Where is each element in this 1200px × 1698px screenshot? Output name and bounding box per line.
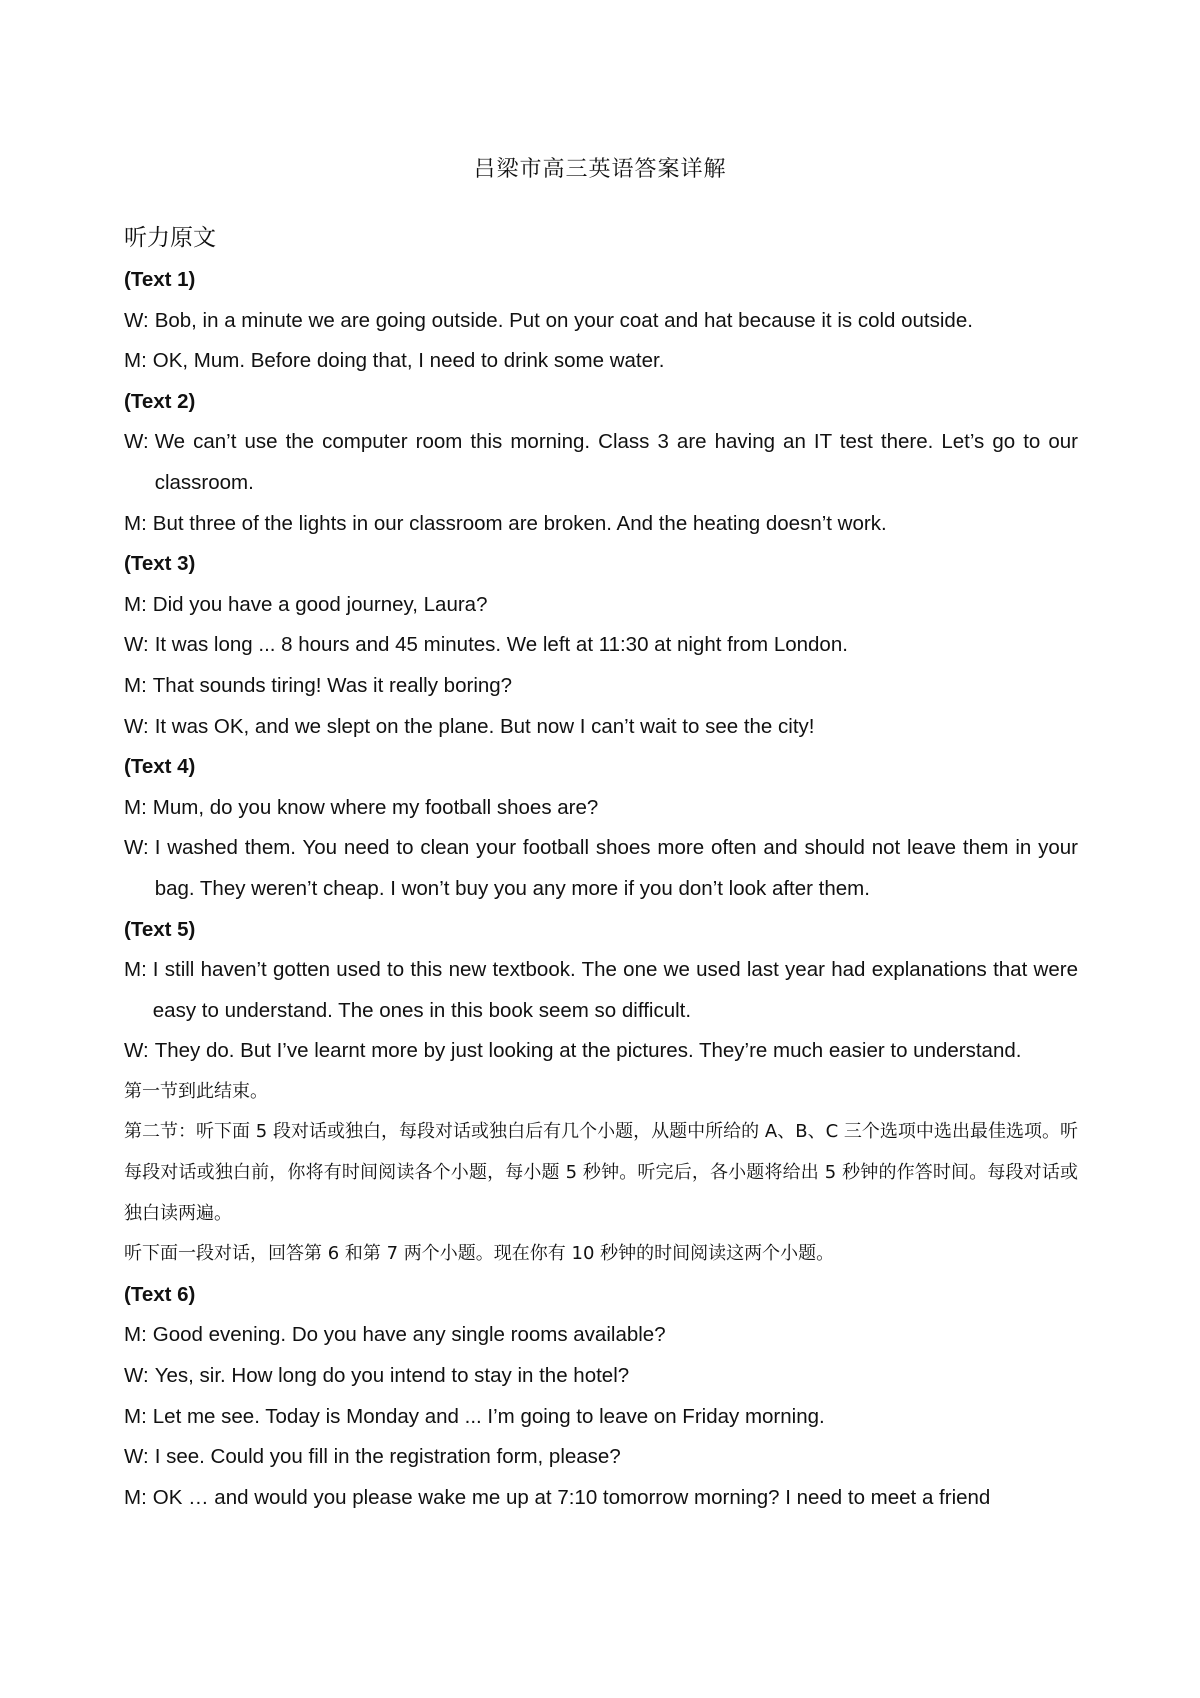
text-label: (Text 6)	[124, 1282, 196, 1306]
dialog-line	[124, 1031, 1078, 1072]
speaker-label: M:	[124, 592, 147, 616]
dialog-line	[124, 788, 1078, 829]
dialog-line	[124, 1356, 1078, 1397]
speaker-label: M:	[124, 1485, 147, 1509]
section-heading: 听力原文	[124, 225, 216, 251]
dialog-text: I see. Could you fill in the registration form, please?	[154, 1445, 621, 1469]
text-label: (Text 2)	[124, 389, 196, 413]
dialog-text: It was long ... 8 hours and 45 minutes. We left at 11:30 at night from London.	[154, 633, 848, 657]
dialog-line	[124, 1397, 1078, 1438]
text-label: (Text 1)	[124, 268, 196, 291]
dialog-text: We can’t use the computer room this morning. Class 3 are having an IT test there. Let’s go to our classroom.	[154, 430, 1078, 494]
speaker-label: W:	[124, 308, 149, 332]
speaker-label: M:	[124, 1404, 147, 1428]
speaker-label: W:	[124, 836, 149, 860]
dialog-line	[124, 666, 1078, 707]
speaker-label: W:	[124, 1364, 149, 1388]
speaker-label: M:	[124, 349, 147, 373]
dialog-line	[124, 301, 1078, 342]
speaker-label: W:	[124, 1445, 149, 1469]
dialog-line	[124, 950, 1078, 1031]
dialog-line	[124, 422, 1078, 503]
dialog-line	[124, 1478, 1078, 1519]
dialog-text: It was OK, and we slept on the plane. But now I can’t wait to see the city!	[154, 714, 815, 738]
dialog-text: Let me see. Today is Monday and ... I’m going to leave on Friday morning.	[152, 1404, 825, 1428]
dialog-intro-note: 听下面一段对话，回答第 6 和第 7 两个小题。现在你有 10 秒钟的时间阅读这两个小题。	[124, 1243, 835, 1265]
speaker-label: M:	[124, 673, 147, 697]
dialog-text: Good evening. Do you have any single rooms available?	[152, 1323, 666, 1347]
dialog-line	[124, 341, 1078, 382]
dialog-line	[124, 828, 1078, 909]
dialog-text: I still haven’t gotten used to this new textbook. The one we used last year had explanations that were easy to understand. The ones in this book seem so difficult.	[152, 958, 1078, 1022]
section-two-instructions: 第二节：听下面 5 段对话或独白，每段对话或独白后有几个小题，从题中所给的 A、B、C 三个选项中选出最佳选项。听每段对话或独白前，你将有时间阅读各个小题，每小题 5 秒钟。听完后，各小题将给出 5 秒钟的作答时间。每段对话或独白读两遍。	[124, 1121, 1078, 1224]
dialog-text: Bob, in a minute we are going outside. Put on your coat and hat because it is cold outside.	[154, 308, 973, 332]
dialog-text: I washed them. You need to clean your football shoes more often and should not leave them in your bag. They weren’t cheap. I won’t buy you any more if you don’t look after them.	[154, 836, 1078, 900]
dialog-line	[124, 1315, 1078, 1356]
dialog-line	[124, 504, 1078, 545]
text-label: (Text 3)	[124, 552, 196, 576]
speaker-label: W:	[124, 1039, 149, 1063]
speaker-label: W:	[124, 714, 149, 738]
dialog-text: Mum, do you know where my football shoes are?	[152, 795, 599, 819]
dialog-text: Yes, sir. How long do you intend to stay in the hotel?	[154, 1364, 630, 1388]
dialog-text: OK, Mum. Before doing that, I need to drink some water.	[152, 349, 665, 373]
section-end-note: 第一节到此结束。	[124, 1080, 268, 1102]
speaker-label: W:	[124, 633, 149, 657]
dialog-line	[124, 585, 1078, 626]
document-body	[124, 218, 1078, 1518]
dialog-text: They do. But I’ve learnt more by just looking at the pictures. They’re much easier to understand.	[154, 1039, 1022, 1063]
text-label: (Text 5)	[124, 917, 196, 941]
speaker-label: M:	[124, 511, 147, 535]
dialog-line	[124, 707, 1078, 748]
dialog-text: But three of the lights in our classroom are broken. And the heating doesn’t work.	[152, 511, 887, 535]
document-title: 吕梁市高三英语答案详解	[473, 157, 727, 182]
text-label: (Text 4)	[124, 755, 196, 779]
dialog-line	[124, 625, 1078, 666]
dialog-text: Did you have a good journey, Laura?	[152, 592, 488, 616]
speaker-label: M:	[124, 795, 147, 819]
dialog-text: That sounds tiring! Was it really boring?	[152, 673, 513, 697]
speaker-label: M:	[124, 1323, 147, 1347]
speaker-label: M:	[124, 958, 147, 982]
dialog-line	[124, 1437, 1078, 1478]
dialog-text: OK … and would you please wake me up at 7:10 tomorrow morning? I need to meet a friend	[152, 1485, 991, 1509]
speaker-label: W:	[124, 430, 149, 454]
